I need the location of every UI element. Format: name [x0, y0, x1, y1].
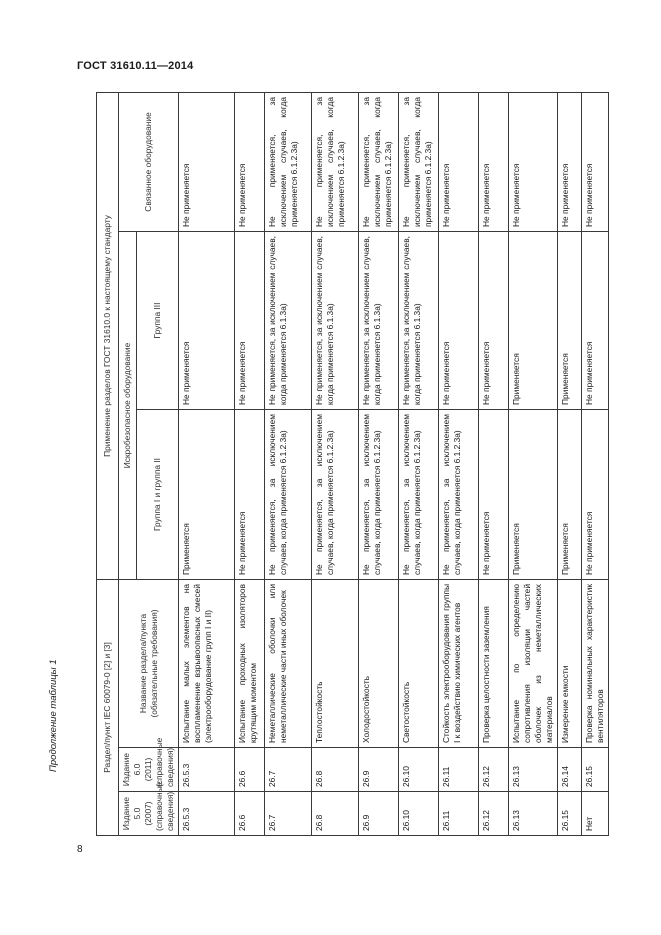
ed50-cell: 26.11 — [439, 792, 479, 836]
ed60-cell: 26.8 — [312, 748, 359, 792]
application-group-header: Применение разделов ГОСТ 31610.0 к настоящему стандарту — [97, 92, 119, 579]
ed50-cell: 26.12 — [479, 792, 509, 836]
ed60-cell: 26.13 — [509, 748, 558, 792]
group12-cell: Не применяется, за исключением случаев, когда применяется 6.1.2.3а) — [439, 410, 479, 580]
related-cell: Не применяется — [582, 92, 609, 231]
group12-cell: Не применяется — [582, 410, 609, 580]
group3-cell: Не применяется — [179, 232, 235, 410]
group12-cell: Не применяется, за исключением случаев, когда применяется 6.1.2.3а) — [265, 410, 312, 580]
sections-group-header: Раздел/пункт IEC 60079-0 [2] и [3] — [97, 580, 119, 836]
ed50-cell: 26.5.3 — [179, 792, 235, 836]
ed50-cell: 26.13 — [509, 792, 558, 836]
group3-cell: Не применяется, за исключением случаев, когда применяется 6.1.3а) — [359, 232, 399, 410]
group3-cell: Применяется — [558, 232, 582, 410]
related-cell: Не применяется, за исключением случаев, когда применяется 6.1.2.3а) — [312, 92, 359, 231]
col-header-ed50: Издание 5.0 (2007) (справочные сведения) — [119, 792, 179, 836]
name-cell: Испытание проходных изоляторов крутящим моментом — [235, 580, 265, 748]
table-row — [359, 92, 399, 835]
name-cell: Измерение емкости — [558, 580, 582, 748]
rotated-table-wrapper — [96, 93, 606, 836]
table-row — [399, 92, 439, 835]
col-header-related: Связанное оборудование — [119, 92, 179, 231]
ed50-cell: 26.8 — [312, 792, 359, 836]
group12-cell: Не применяется, за исключением случаев, когда применяется 6.1.2.3а) — [312, 410, 359, 580]
related-cell: Не применяется — [479, 92, 509, 231]
name-cell: Проверка целостности заземления — [479, 580, 509, 748]
related-cell: Не применяется, за исключением случаев, когда применяется 6.1.2.3а) — [265, 92, 312, 231]
group12-cell: Применяется — [558, 410, 582, 580]
ed50-cell: Нет — [582, 792, 609, 836]
table-row — [235, 92, 265, 835]
table-row — [558, 92, 582, 835]
related-cell: Не применяется — [439, 92, 479, 231]
col-header-ed60: Издание 6.0 (2011) (справочные сведения) — [119, 748, 179, 792]
group12-cell: Не применяется — [235, 410, 265, 580]
group12-cell: Применяется — [179, 410, 235, 580]
name-cell: Светостойкость — [399, 580, 439, 748]
requirements-table — [96, 92, 609, 836]
related-cell: Не применяется — [179, 92, 235, 231]
ed50-cell: 26.6 — [235, 792, 265, 836]
group12-cell: Не применяется — [479, 410, 509, 580]
ed60-cell: 26.14 — [558, 748, 582, 792]
table-row — [582, 92, 609, 835]
ed60-cell: 26.11 — [439, 748, 479, 792]
col-header-name: Название раздела/пункта (обязательные требования) — [119, 580, 179, 748]
table-row — [439, 92, 479, 835]
related-cell: Не применяется — [235, 92, 265, 231]
ed50-cell: 26.7 — [265, 792, 312, 836]
related-cell: Не применяется, за исключением случаев, когда применяется 6.1.2.3а) — [399, 92, 439, 231]
ed60-cell: 26.15 — [582, 748, 609, 792]
explosion-safe-group-header: Искробезопасное оборудование — [119, 232, 137, 580]
group3-cell: Не применяется — [479, 232, 509, 410]
ed60-cell: 26.5.3 — [179, 748, 235, 792]
ed50-cell: 26.9 — [359, 792, 399, 836]
col-header-group12: Группа I и группа II — [137, 410, 179, 580]
group3-cell: Не применяется — [439, 232, 479, 410]
ed60-cell: 26.7 — [265, 748, 312, 792]
page-number: 8 — [77, 844, 83, 855]
table-row — [265, 92, 312, 835]
ed50-cell: 26.15 — [558, 792, 582, 836]
group3-cell: Не применяется — [582, 232, 609, 410]
table-caption: Продолжение таблицы 1 — [48, 659, 59, 772]
table-row — [312, 92, 359, 835]
group12-cell: Не применяется, за исключением случаев, когда применяется 6.1.2.3а) — [399, 410, 439, 580]
group3-cell: Не применяется, за исключением случаев, когда применяется 6.1.3а) — [312, 232, 359, 410]
group12-cell: Не применяется, за исключением случаев, когда применяется 6.1.2.3а) — [359, 410, 399, 580]
document-title: ГОСТ 31610.11—2014 — [77, 60, 194, 72]
ed60-cell: 26.6 — [235, 748, 265, 792]
ed60-cell: 26.10 — [399, 748, 439, 792]
name-cell: Теплостойкость — [312, 580, 359, 748]
name-cell: Стойкость электрооборудования группы I к воздействию химических агентов — [439, 580, 479, 748]
group3-cell: Не применяется — [235, 232, 265, 410]
table-row — [509, 92, 558, 835]
col-header-group3: Группа III — [137, 232, 179, 410]
name-cell: Холодостойкость — [359, 580, 399, 748]
group3-cell: Не применяется, за исключением случаев, когда применяется 6.1.3а) — [265, 232, 312, 410]
related-cell: Не применяется — [509, 92, 558, 231]
related-cell: Не применяется, за исключением случаев, когда применяется 6.1.2.3а) — [359, 92, 399, 231]
ed50-cell: 26.10 — [399, 792, 439, 836]
name-cell: Неметаллические оболочки или неметаллические части иных оболочек — [265, 580, 312, 748]
name-cell: Испытание малых элементов на воспламенение взрывоопасных смесей (электрооборудование групп I и II) — [179, 580, 235, 748]
group3-cell: Применяется — [509, 232, 558, 410]
group3-cell: Не применяется, за исключением случаев, когда применяется 6.1.3а) — [399, 232, 439, 410]
name-cell: Проверка номинальных характеристик вентиляторов — [582, 580, 609, 748]
name-cell: Испытание по определению сопротивления изоляции частей оболочек из неметаллических материалов — [509, 580, 558, 748]
table-row — [179, 92, 235, 835]
table-row — [479, 92, 509, 835]
ed60-cell: 26.12 — [479, 748, 509, 792]
related-cell: Не применяется — [558, 92, 582, 231]
ed60-cell: 26.9 — [359, 748, 399, 792]
group12-cell: Применяется — [509, 410, 558, 580]
